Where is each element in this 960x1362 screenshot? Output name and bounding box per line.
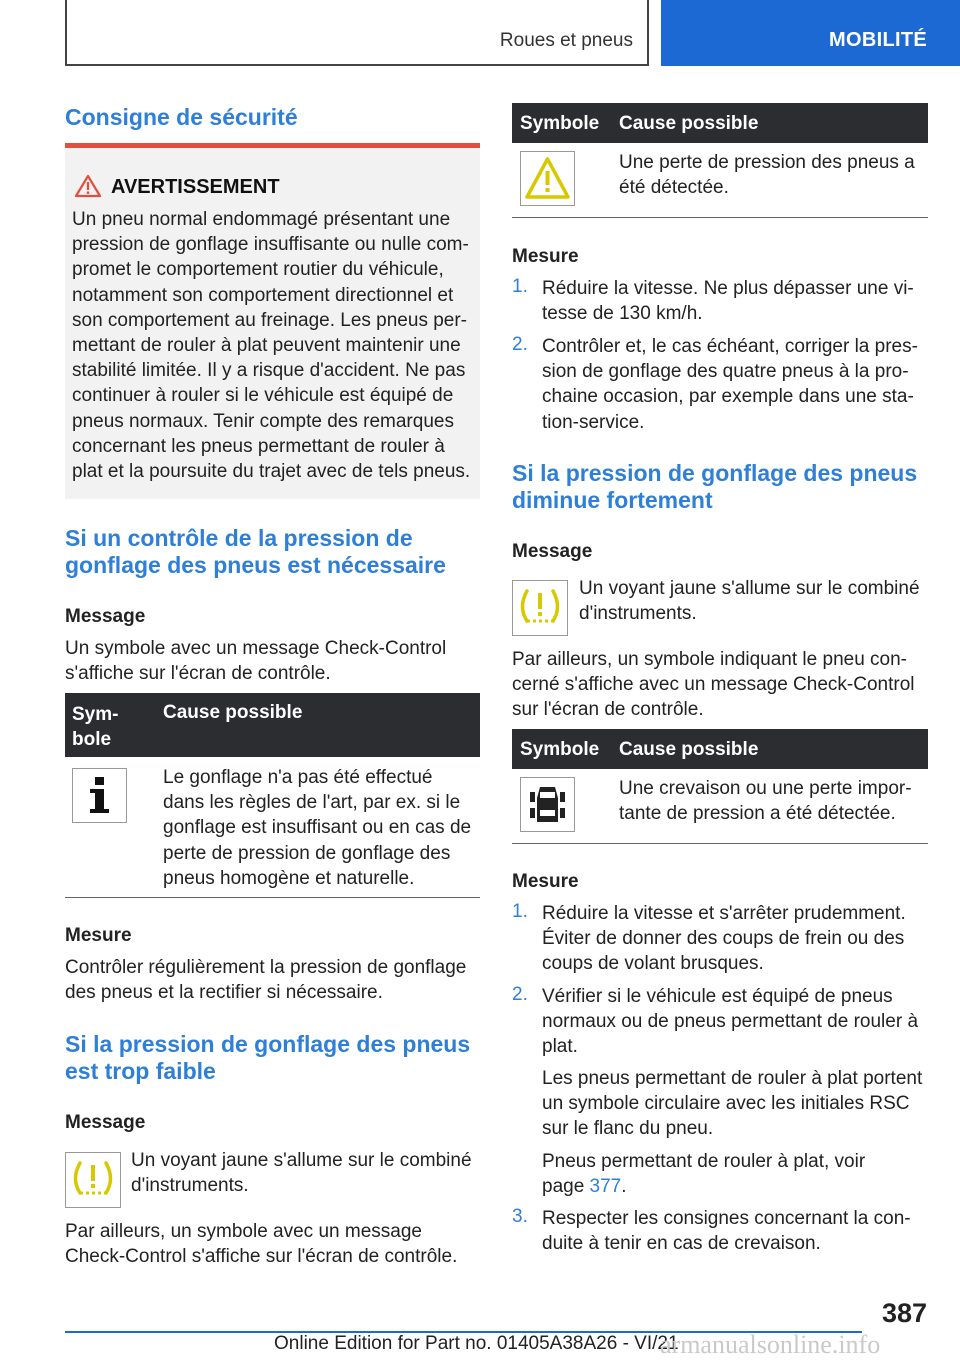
warning-line: concernant les pneus permettant de rouler à	[72, 435, 445, 457]
text-segment: page	[542, 1176, 590, 1198]
warning-line: pression de gonflage insuffisante ou nulle com-	[72, 234, 469, 256]
page-link[interactable]: 377	[589, 1176, 622, 1198]
text-line: coups de volant brusques.	[542, 953, 764, 975]
heading-line: Si un contrôle de la pression de	[65, 525, 413, 551]
header-chapter-tab[interactable]	[661, 0, 960, 66]
message-text	[65, 636, 480, 686]
step-number: 3.	[512, 1206, 528, 1227]
text-line: plat.	[542, 1036, 578, 1058]
heading-check-needed	[65, 525, 446, 579]
heading-line: est trop faible	[65, 1058, 216, 1084]
warning-line: notamment son comportement directionnel et	[72, 284, 454, 306]
text-line: Respecter les consignes concernant la con-	[542, 1208, 911, 1229]
table-cell-cause	[163, 765, 480, 891]
tpms-warning-symbol	[65, 1152, 121, 1208]
text-line: Une perte de pression des pneus a	[619, 152, 915, 173]
text-line: perte de pression de gonflage des	[163, 842, 451, 864]
table-symbol-cause-1	[65, 693, 480, 899]
header-chapter-title: MOBILITÉ	[829, 29, 927, 51]
text-line: sur le flanc du pneu.	[542, 1118, 714, 1140]
step-number: 1.	[512, 901, 528, 922]
tpms-yellow-symbol	[520, 151, 575, 206]
text-line: tante de pression a été détectée.	[619, 803, 896, 825]
warning-line: promet le comportement routier du véhicule,	[72, 259, 444, 281]
text-line: chaine occasion, par exemple dans une sta-	[542, 386, 914, 408]
text-line: Par ailleurs, un symbole indiquant le pneu con-	[512, 649, 908, 670]
step-reference	[542, 1149, 928, 1199]
text-line: Par ailleurs, un symbole avec un message	[65, 1221, 422, 1242]
table-header	[65, 693, 480, 757]
step-text	[542, 984, 928, 1060]
warning-triangle-icon	[74, 174, 102, 198]
info-symbol	[72, 768, 127, 823]
text-line: Check-Control s'affiche sur l'écran de contrôle.	[65, 1246, 458, 1268]
heading-line: Si la pression de gonflage des pneus	[512, 460, 918, 486]
text-line: un symbole circulaire avec les initiales RSC	[542, 1093, 910, 1115]
step-text	[542, 1206, 928, 1256]
mesure-label: Mesure	[65, 925, 132, 946]
text-line: cerné s'affiche avec un message Check-Control	[512, 674, 915, 696]
message-label: Message	[65, 606, 146, 627]
warning-box	[65, 143, 480, 499]
step-text	[542, 276, 928, 326]
table-header	[512, 103, 928, 143]
header-section-title: Roues et pneus	[499, 30, 633, 51]
warning-line: son comportement au freinage. Les pneus per-	[72, 309, 468, 331]
header-line: bole	[72, 729, 112, 750]
car-tire-symbol	[520, 777, 575, 832]
col-header-cause: Cause possible	[619, 739, 759, 760]
yellow-warning-triangle-icon	[521, 152, 574, 205]
car-tire-pressure-icon	[521, 778, 574, 831]
step-note	[542, 1066, 928, 1142]
table-row-divider	[512, 217, 928, 218]
table-symbol-cause-2	[512, 103, 928, 219]
warning-line: pneus normaux. Tenir compte des remarques	[72, 410, 454, 432]
col-header-symbol: Symbole	[520, 739, 600, 760]
warning-line: Un pneu normal endommagé présentant une	[72, 209, 451, 230]
step-text	[542, 901, 928, 977]
tpms-warning-symbol	[512, 580, 568, 636]
text-line: duite à tenir en cas de crevaison.	[542, 1233, 821, 1255]
text-line	[542, 1174, 928, 1199]
header-section-box	[65, 0, 649, 66]
text-line: Éviter de donner des coups de frein ou des	[542, 928, 905, 950]
text-line: tesse de 130 km/h.	[542, 303, 703, 325]
tire-pressure-warning-icon	[66, 1153, 120, 1207]
col-header-symbol	[72, 702, 118, 752]
text-line: Un symbole avec un message Check-Control	[65, 638, 447, 659]
warning-line: plat et la poursuite du trajet avec de tels pneus.	[72, 461, 471, 483]
text-line: gonflage est insuffisant ou en cas de	[163, 817, 472, 839]
mesure-text	[65, 955, 480, 1005]
message-label: Message	[512, 541, 593, 562]
table-cell-cause	[619, 776, 928, 826]
heading-safety: Consigne de sécurité	[65, 104, 298, 130]
page-number: 387	[881, 1298, 927, 1328]
warning-text	[72, 207, 476, 484]
info-icon	[73, 769, 126, 822]
text-line: Le gonflage n'a pas été effectué	[163, 767, 433, 788]
step-text	[542, 334, 928, 435]
text-line: Contrôler régulièrement la pression de gonflage	[65, 957, 467, 978]
heading-pressure-low	[65, 1031, 470, 1085]
text-line: Vérifier si le véhicule est équipé de pneus	[542, 986, 893, 1007]
additional-text	[65, 1219, 480, 1269]
table-row-divider	[65, 897, 480, 898]
text-line: tion-service.	[542, 411, 645, 433]
text-line: des pneus et la rectifier si nécessaire.	[65, 982, 383, 1004]
text-line: été détectée.	[619, 177, 729, 199]
col-header-symbol: Symbole	[520, 113, 600, 134]
watermark: armanualsonline.info	[660, 1330, 881, 1359]
text-line: pneus homogène et naturelle.	[163, 867, 415, 889]
warning-title: AVERTISSEMENT	[111, 176, 280, 198]
col-header-cause: Cause possible	[163, 702, 303, 723]
text-line: d'instruments.	[579, 603, 697, 625]
text-line: sur l'écran de contrôle.	[512, 699, 704, 721]
text-line: Réduire la vitesse et s'arrêter prudemment.	[542, 903, 906, 924]
text-line: Les pneus permettant de rouler à plat portent	[542, 1068, 923, 1089]
tire-pressure-warning-icon	[513, 581, 567, 635]
mesure-label: Mesure	[512, 246, 579, 267]
message-text	[579, 576, 928, 626]
heading-pressure-drop	[512, 460, 917, 514]
text-line: d'instruments.	[131, 1175, 249, 1197]
heading-line: Si la pression de gonflage des pneus	[65, 1031, 471, 1057]
table-row-divider	[512, 843, 928, 844]
warning-line: continuer à rouler si le véhicule est équipé de	[72, 385, 454, 407]
step-number: 2.	[512, 334, 528, 355]
message-text	[131, 1148, 480, 1198]
text-line: Pneus permettant de rouler à plat, voir	[542, 1151, 866, 1172]
heading-line: diminue fortement	[512, 487, 713, 513]
warning-line: stabilité limitée. Il y a risque d'accident. Ne pas	[72, 360, 466, 382]
table-symbol-cause-3	[512, 729, 928, 845]
warning-line: mettant de rouler à plat peuvent maintenir une	[72, 335, 461, 357]
text-line: Un voyant jaune s'allume sur le combiné	[131, 1150, 472, 1171]
col-header-cause: Cause possible	[619, 113, 759, 134]
text-segment: .	[621, 1176, 627, 1198]
heading-line: gonflage des pneus est nécessaire	[65, 552, 446, 578]
text-line: Une crevaison ou une perte impor-	[619, 778, 912, 799]
additional-text	[512, 647, 928, 723]
text-line: Un voyant jaune s'allume sur le combiné	[579, 578, 920, 599]
text-line: Réduire la vitesse. Ne plus dépasser une vi-	[542, 278, 914, 299]
header-line: Sym-	[72, 704, 119, 725]
text-line: normaux ou de pneus permettant de rouler à	[542, 1011, 919, 1033]
table-header	[512, 729, 928, 769]
table-cell-cause	[619, 150, 928, 200]
step-number: 1.	[512, 276, 528, 297]
step-number: 2.	[512, 984, 528, 1005]
text-line: Contrôler et, le cas échéant, corriger la pres-	[542, 336, 918, 357]
text-line: sion de gonflage des quatre pneus à la pro-	[542, 361, 909, 383]
mesure-label: Mesure	[512, 871, 579, 892]
footer-edition: Online Edition for Part no. 01405A38A26 - VI/21	[274, 1333, 679, 1354]
text-line: dans les règles de l'art, par ex. si le	[163, 792, 461, 814]
text-line: s'affiche sur l'écran de contrôle.	[65, 663, 331, 685]
message-label: Message	[65, 1112, 146, 1133]
